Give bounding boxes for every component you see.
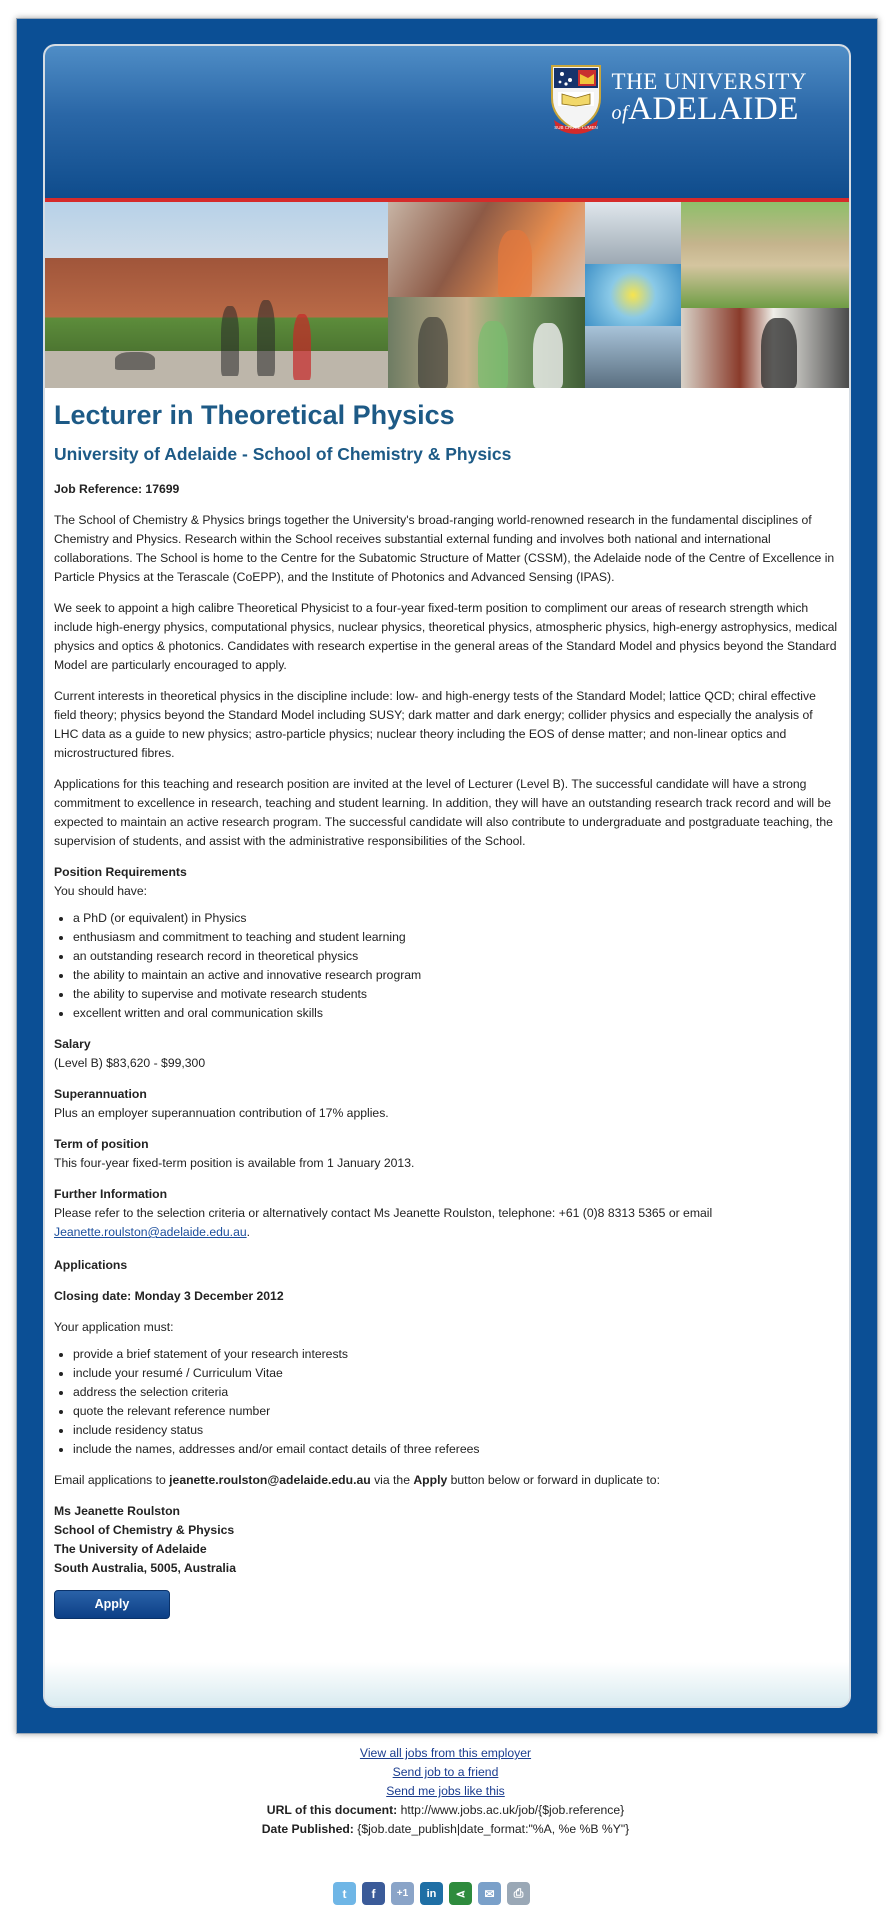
further-info-section [54, 1185, 840, 1242]
date-published [0, 1820, 891, 1839]
job-card [45, 46, 849, 1706]
logo-wordmark [612, 70, 807, 126]
term-heading: Term of position [54, 1137, 149, 1151]
email-apply-word: Apply [413, 1473, 448, 1487]
address-line: School of Chemistry & Physics [54, 1523, 235, 1537]
list-item: • excellent written and oral communication skills [73, 1004, 840, 1023]
crest-motto: SUB CRUCE LUMEN [553, 125, 598, 130]
application-must-intro: Your application must: [54, 1320, 174, 1334]
share-toolbar [333, 1882, 536, 1905]
print-icon[interactable]: ⎙ [507, 1882, 530, 1905]
address-line: Ms Jeanette Roulston [54, 1504, 180, 1518]
further-info-end: . [246, 1225, 251, 1239]
address-line: South Australia, 5005, Australia [54, 1561, 236, 1575]
facebook-icon[interactable]: f [362, 1882, 385, 1905]
job-employer: University of Adelaide - School of Chemistry & Physics [54, 444, 512, 464]
campus-photo [45, 202, 388, 388]
superannuation-section [54, 1085, 840, 1123]
email-pre: Email applications to [54, 1473, 170, 1487]
list-item: • a PhD (or equivalent) in Physics [73, 909, 840, 928]
photo-collage [45, 202, 849, 388]
document-url [0, 1801, 891, 1820]
university-building-photo [681, 202, 849, 308]
job-content [54, 398, 840, 1619]
similar-jobs-link[interactable]: Send me jobs like this [386, 1784, 505, 1798]
term-section [54, 1135, 840, 1173]
level-paragraph: Applications for this teaching and research position are invited at the level of Lecturer (Level B). The successful candidate will have a strong commitment to excellence in research, teaching and student learning. In addition, they will have an outstanding research track record and will be expected to maintain an active research program. The successful candidate will also contribute to undergraduate and postgraduate teaching, the supervision of students, and assist with the administrative responsibilities of the School. [54, 777, 833, 848]
salary-heading: Salary [54, 1037, 91, 1051]
list-item: • an outstanding research record in theoretical physics [73, 947, 840, 966]
salary-section [54, 1035, 840, 1073]
intro-paragraph: The School of Chemistry & Physics brings together the University's broad-ranging world-renowned research in the fundamental disciplines of Chemistry and Physics. Research within the School receives substantial external funding and involves both national and international collaborations. The School is home to the Centre for the Subatomic Structure of Matter (CSSM), the Adelaide node of the Centre of Excellence in Particle Physics at the Terascale (CoEPP), and the Institute of Photonics and Advanced Sensing (IPAS). [54, 513, 835, 584]
job-title: Lecturer in Theoretical Physics [54, 400, 455, 430]
postal-address [54, 1502, 840, 1578]
students-lecture-photo [388, 202, 585, 297]
google-plus-icon[interactable]: +1 [391, 1882, 414, 1905]
email-icon[interactable]: ✉ [478, 1882, 501, 1905]
job-reference: Job Reference: 17699 [54, 482, 180, 496]
superannuation-heading: Superannuation [54, 1087, 147, 1101]
logo-of: of [611, 102, 629, 124]
further-info-text [54, 1204, 840, 1242]
linkedin-icon[interactable]: in [420, 1882, 443, 1905]
students-discussion-photo [388, 297, 585, 388]
application-must-list [54, 1345, 840, 1459]
list-item: • the ability to maintain an active and innovative research program [73, 966, 840, 985]
further-info-heading: Further Information [54, 1187, 168, 1201]
twitter-icon[interactable]: t [333, 1882, 356, 1905]
apply-button[interactable]: Apply [54, 1590, 170, 1619]
document-url-value: http://www.jobs.ac.uk/job/{$job.reference} [397, 1803, 625, 1817]
list-item: • quote the relevant reference number [73, 1402, 840, 1421]
list-item: • enthusiasm and commitment to teaching and student learning [73, 928, 840, 947]
requirements-list [54, 909, 840, 1023]
list-item: • include your resumé / Curriculum Vitae [73, 1364, 840, 1383]
library-student-photo [681, 308, 849, 388]
logo-line2 [612, 93, 807, 126]
email-post: button below or forward in duplicate to: [447, 1473, 660, 1487]
further-info-body: Please refer to the selection criteria or alternatively contact Ms Jeanette Roulston, telephone: +61 (0)8 8313 5365 or email [54, 1206, 713, 1220]
send-to-friend-link[interactable]: Send job to a friend [392, 1765, 499, 1779]
list-item: • include residency status [73, 1421, 840, 1440]
lab-photo [585, 202, 681, 264]
page-frame [16, 18, 878, 1734]
logo-adelaide: ADELAIDE [628, 91, 799, 127]
email-address: jeanette.roulston@adelaide.edu.au [169, 1473, 371, 1487]
university-logo[interactable] [548, 62, 807, 134]
list-item: • provide a brief statement of your research interests [73, 1345, 840, 1364]
list-item: • address the selection criteria [73, 1383, 840, 1402]
list-item: • include the names, addresses and/or email contact details of three referees [73, 1440, 840, 1459]
requirements-heading: Position Requirements [54, 865, 187, 879]
list-item: • the ability to supervise and motivate research students [73, 985, 840, 1004]
requirements-intro: You should have: [54, 884, 148, 898]
seek-paragraph: We seek to appoint a high calibre Theoretical Physicist to a four-year fixed-term position to compliment our areas of research strength which include high-energy physics, computational physics, nuclear physics, theoretical physics, atmospheric physics, high-energy astrophysics, medical physics and optics & photonics. Candidates with research expertise in the general areas of the Standard Model and physics beyond the Standard Model are particularly encouraged to apply. [54, 601, 838, 672]
header-banner [45, 46, 849, 202]
date-published-value: {$job.date_publish|date_format:"%A, %e %B %Y"} [353, 1822, 630, 1836]
contact-email-link[interactable]: Jeanette.roulston@adelaide.edu.au [54, 1225, 247, 1239]
interests-paragraph: Current interests in theoretical physics in the discipline include: low- and high-energy tests of the Standard Model; lattice QCD; chiral effective field theory; physics beyond the Standard Model including SUSY; dark matter and dark energy; collider physics and especially the analysis of LHC data as a guide to new physics; astro-particle physics; nuclear theory including the EOS of dense matter; and non-linear optics and microstructured fibres. [54, 689, 816, 760]
document-url-label: URL of this document: [266, 1803, 398, 1817]
view-all-jobs-link[interactable]: View all jobs from this employer [359, 1746, 532, 1760]
applications-heading: Applications [54, 1258, 128, 1272]
share-icon[interactable]: ⋖ [449, 1882, 472, 1905]
computer-lab-photo [585, 326, 681, 388]
address-line: The University of Adelaide [54, 1542, 207, 1556]
superannuation-value: Plus an employer superannuation contribution of 17% applies. [54, 1106, 389, 1120]
closing-date: Closing date: Monday 3 December 2012 [54, 1289, 284, 1303]
email-applications-text [54, 1471, 840, 1490]
requirements-section [54, 863, 840, 1023]
email-mid: via the [370, 1473, 414, 1487]
page-footer [0, 1744, 891, 1839]
term-value: This four-year fixed-term position is available from 1 January 2013. [54, 1156, 415, 1170]
date-published-label: Date Published: [261, 1822, 354, 1836]
salary-value: (Level B) $83,620 - $99,300 [54, 1056, 206, 1070]
card-footer-gradient [45, 1662, 849, 1706]
university-crest-icon [548, 62, 604, 134]
petri-dish-photo [585, 264, 681, 326]
logo-line1: THE UNIVERSITY [611, 69, 807, 94]
